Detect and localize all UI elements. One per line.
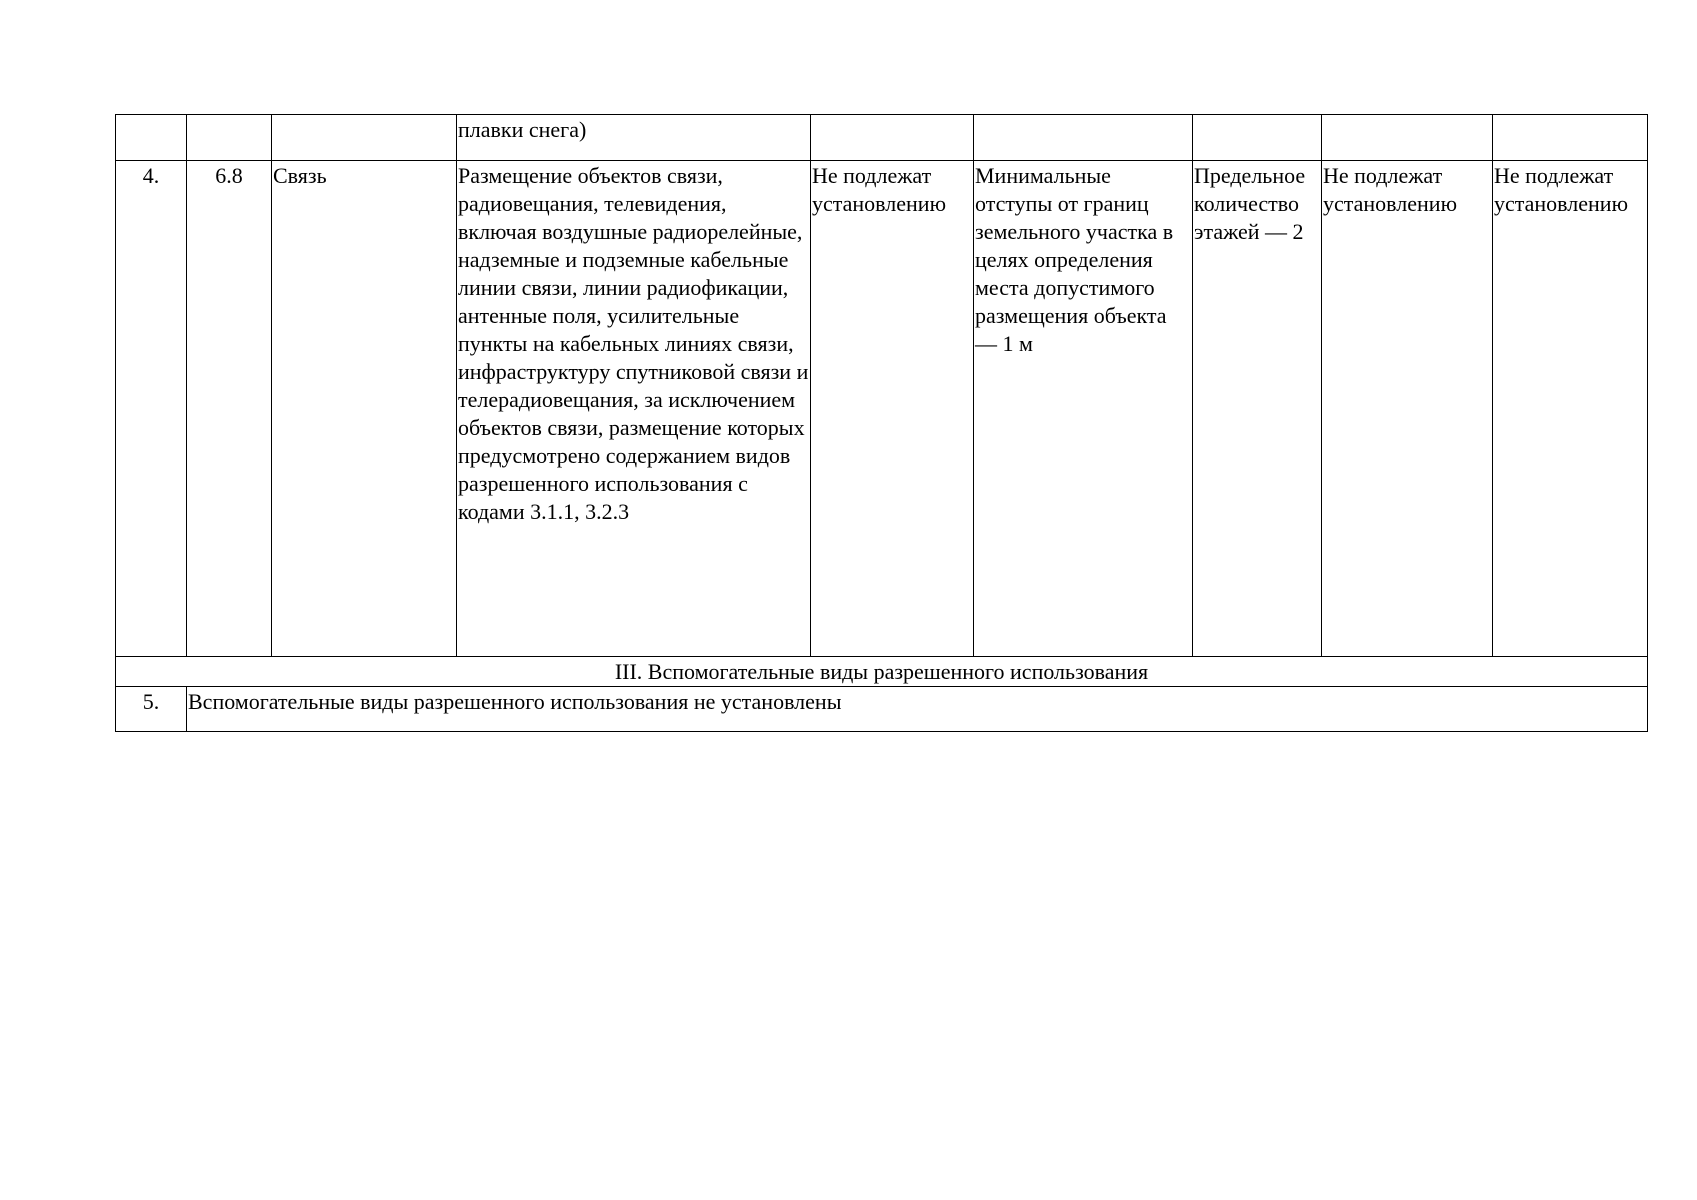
cell-code bbox=[187, 115, 272, 161]
table-row-continuation bbox=[116, 115, 1648, 161]
cell-name: Связь bbox=[272, 161, 457, 657]
table-row bbox=[116, 161, 1648, 657]
cell-other bbox=[1493, 115, 1648, 161]
cell-number bbox=[116, 115, 187, 161]
cell-other: Не подлежат установлению bbox=[1493, 161, 1648, 657]
cell-coverage bbox=[1322, 115, 1493, 161]
section-heading: III. Вспомогательные виды разрешенного использования bbox=[116, 657, 1648, 687]
cell-code: 6.8 bbox=[187, 161, 272, 657]
cell-description: плавки снега) bbox=[457, 115, 811, 161]
cell-coverage: Не подлежат установлению bbox=[1322, 161, 1493, 657]
table-row bbox=[116, 687, 1648, 732]
cell-setbacks: Минимальные отступы от границ земельного участка в целях определения места допустимого размещения объекта — 1 м bbox=[974, 161, 1193, 657]
cell-floors bbox=[1193, 115, 1322, 161]
cell-description: Размещение объектов связи, радиовещания, телевидения, включая воздушные радиорелейные, надземные и подземные кабельные линии связи, линии радиофикации, антенные поля, усилительные пункты на кабельных линиях связи, инфраструктуру спутниковой связи и телерадиовещания, за исключением объектов связи, размещение которых предусмотрено содержанием видов разрешенного использования с кодами 3.1.1, 3.2.3 bbox=[457, 161, 811, 657]
cell-plot-size: Не подлежат установлению bbox=[811, 161, 974, 657]
cell-setbacks bbox=[974, 115, 1193, 161]
cell-floors: Предельное количество этажей — 2 bbox=[1193, 161, 1322, 657]
cell-name bbox=[272, 115, 457, 161]
land-use-table bbox=[115, 114, 1648, 732]
cell-plot-size bbox=[811, 115, 974, 161]
cell-number: 4. bbox=[116, 161, 187, 657]
cell-number: 5. bbox=[116, 687, 187, 732]
cell-merged-text: Вспомогательные виды разрешенного использования не установлены bbox=[187, 687, 1648, 732]
table-section-row bbox=[116, 657, 1648, 687]
